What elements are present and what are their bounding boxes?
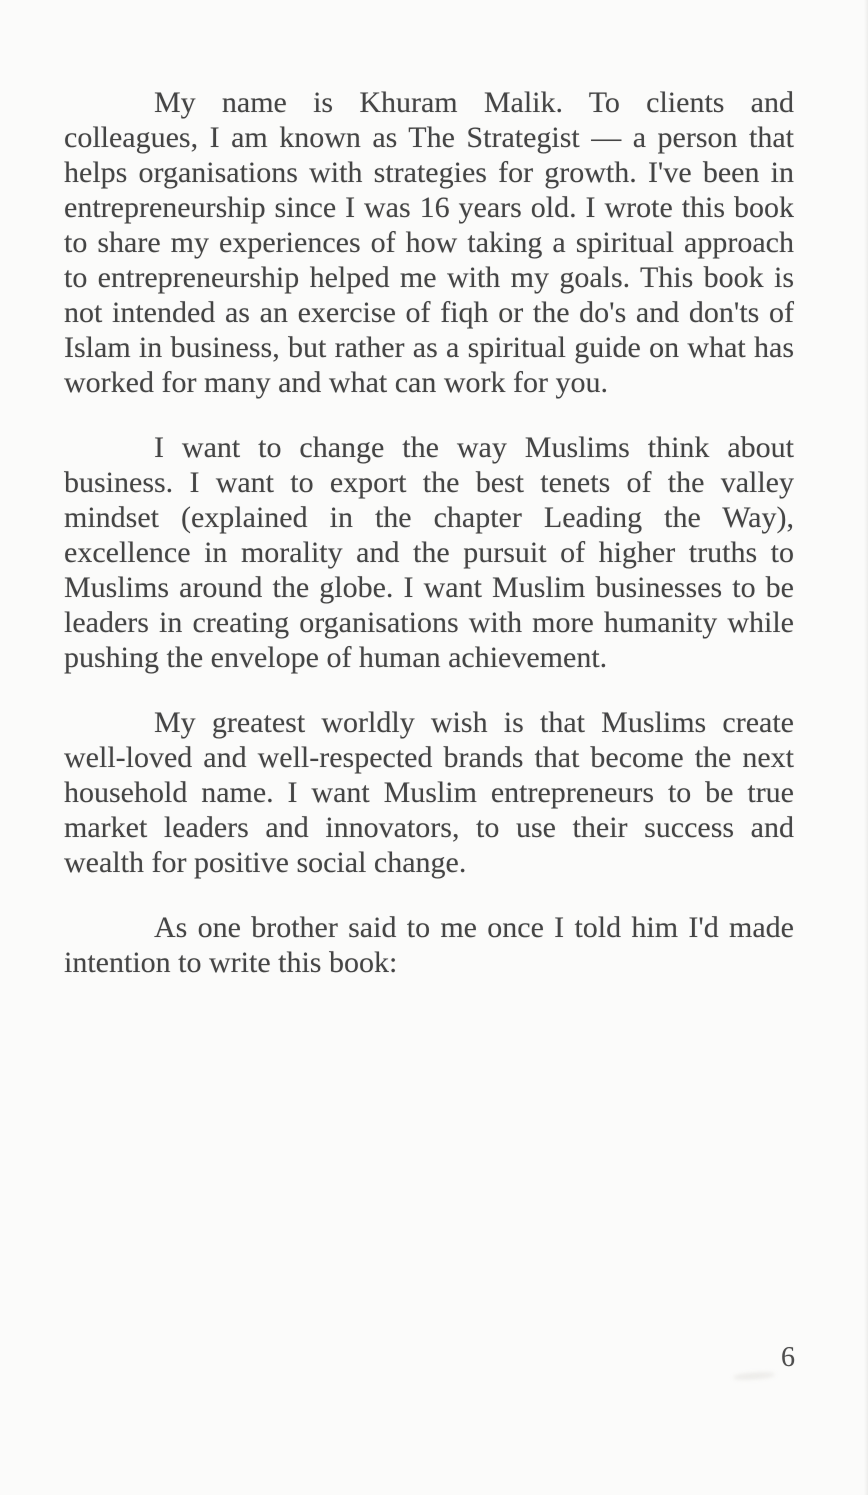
page-number: 6 — [781, 1342, 795, 1373]
page-text-block — [64, 85, 794, 1010]
paragraph-intro: My name is Khuram Malik. To clients and colleagues, I am known as The Strategist — a person that helps organisations with strategies for growth. I've been in entrepreneurship since I was 16 years old. I wrote this book to share my experiences of how taking a spiritual approach to entrepreneurship helped me with my goals. This book is not intended as an exercise of fiqh or the do's and don'ts of Islam in business, but rather as a spiritual guide on what has worked for many and what can work for you. — [64, 86, 794, 399]
scan-smudge-artifact — [733, 1372, 775, 1381]
paragraph-change-mindset: I want to change the way Muslims think about business. I want to export the best tenets of the valley mindset (explained in the chapter Leading the Way), excellence in morality and the pursuit of higher truths to Muslims around the globe. I want Muslim businesses to be leaders in creating organisations with more humanity while pushing the envelope of human achievement. — [64, 431, 794, 674]
paragraph-greatest-wish: My greatest worldly wish is that Muslims create well-loved and well-respected brands that become the next household name. I want Muslim entrepreneurs to be true market leaders and innovators, to use their success and wealth for positive social change. — [64, 706, 794, 879]
paragraph-brother-quote-lead-in: As one brother said to me once I told him I'd made intention to write this book: — [64, 911, 794, 979]
scan-edge-shadow — [864, 0, 868, 1495]
